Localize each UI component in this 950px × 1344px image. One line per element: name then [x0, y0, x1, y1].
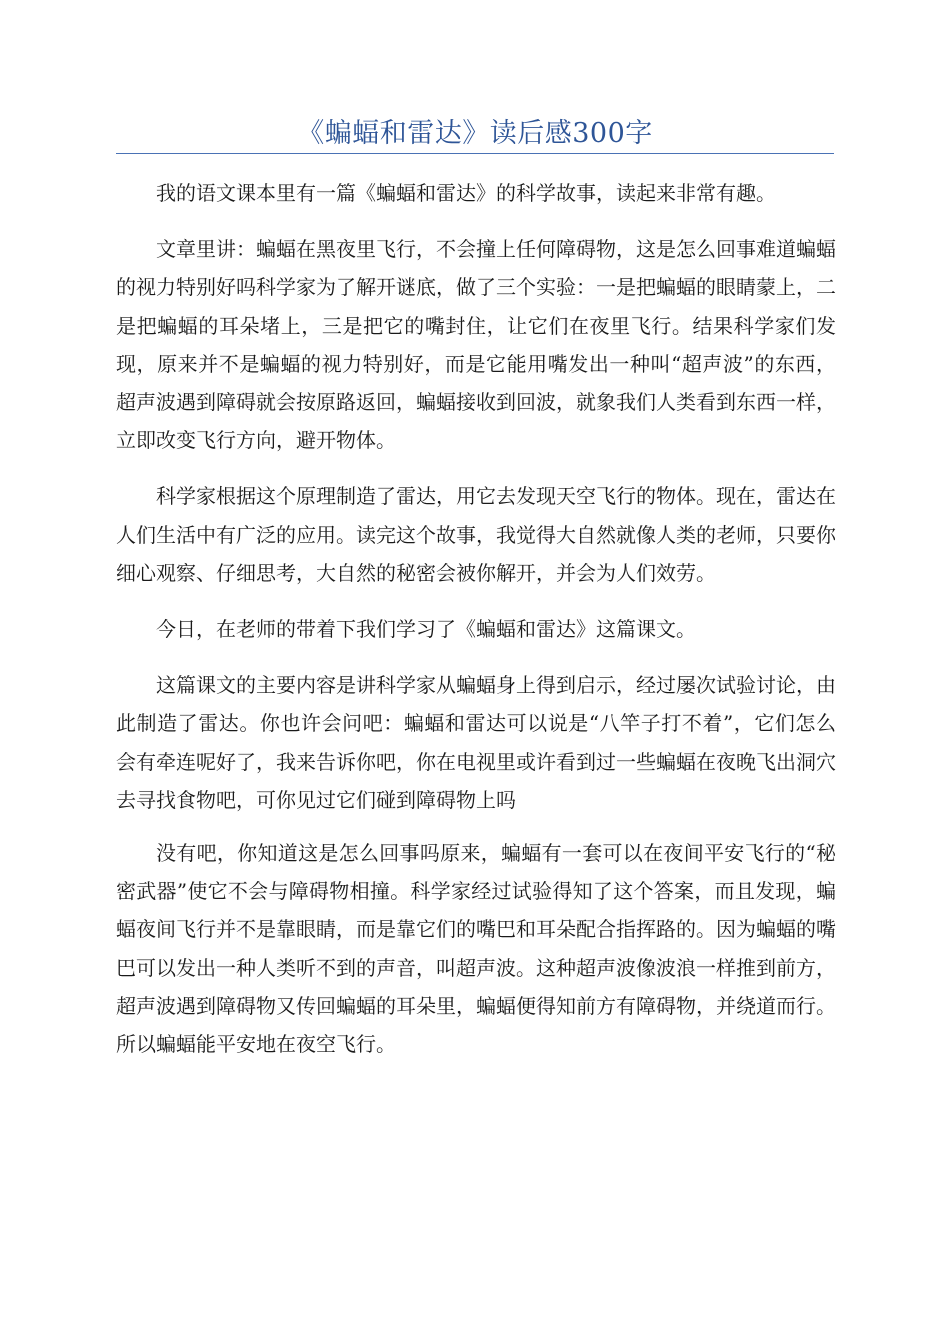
article-body	[116, 174, 836, 1081]
paragraph: 文章里讲：蝙蝠在黑夜里飞行，不会撞上任何障碍物，这是怎么回事难道蝙蝠的视力特别好吗科学家为了解开谜底，做了三个实验：一是把蝙蝠的眼睛蒙上，二是把蝙蝠的耳朵堵上，三是把它的嘴封住，让它们在夜里飞行。结果科学家们发现，原来并不是蝙蝠的视力特别好，而是它能用嘴发出一种叫“超声波”的东西，超声波遇到障碍就会按原路返回，蝙蝠接收到回波，就象我们人类看到东西一样，立即改变飞行方向，避开物体。	[116, 237, 836, 453]
paragraph: 这篇课文的主要内容是讲科学家从蝙蝠身上得到启示，经过屡次试验讨论，由此制造了雷达。你也许会问吧：蝙蝠和雷达可以说是“八竿子打不着”，它们怎么会有牵连呢好了，我来告诉你吧，你在电视里或许看到过一些蝙蝠在夜晚飞出洞穴去寻找食物吧，可你见过它们碰到障碍物上吗	[116, 673, 836, 812]
paragraph: 没有吧，你知道这是怎么回事吗原来，蝙蝠有一套可以在夜间平安飞行的“秘密武器”使它不会与障碍物相撞。科学家经过试验得知了这个答案，而且发现，蝙蝠夜间飞行并不是靠眼睛，而是靠它们的嘴巴和耳朵配合指挥路的。因为蝙蝠的嘴巴可以发出一种人类听不到的声音，叫超声波。这种超声波像波浪一样推到前方，超声波遇到障碍物又传回蝙蝠的耳朵里，蝙蝠便得知前方有障碍物，并绕道而行。所以蝙蝠能平安地在夜空飞行。	[116, 841, 836, 1057]
paragraph: 今日，在老师的带着下我们学习了《蝙蝠和雷达》这篇课文。	[156, 617, 696, 642]
paragraph: 科学家根据这个原理制造了雷达，用它去发现天空飞行的物体。现在，雷达在人们生活中有广泛的应用。读完这个故事，我觉得大自然就像人类的老师，只要你细心观察、仔细思考，大自然的秘密会被你解开，并会为人们效劳。	[116, 484, 836, 585]
title-underline	[116, 153, 834, 154]
paragraph: 我的语文课本里有一篇《蝙蝠和雷达》的科学故事，读起来非常有趣。	[156, 181, 776, 205]
page-title: 《蝙蝠和雷达》读后感300字	[297, 118, 653, 149]
